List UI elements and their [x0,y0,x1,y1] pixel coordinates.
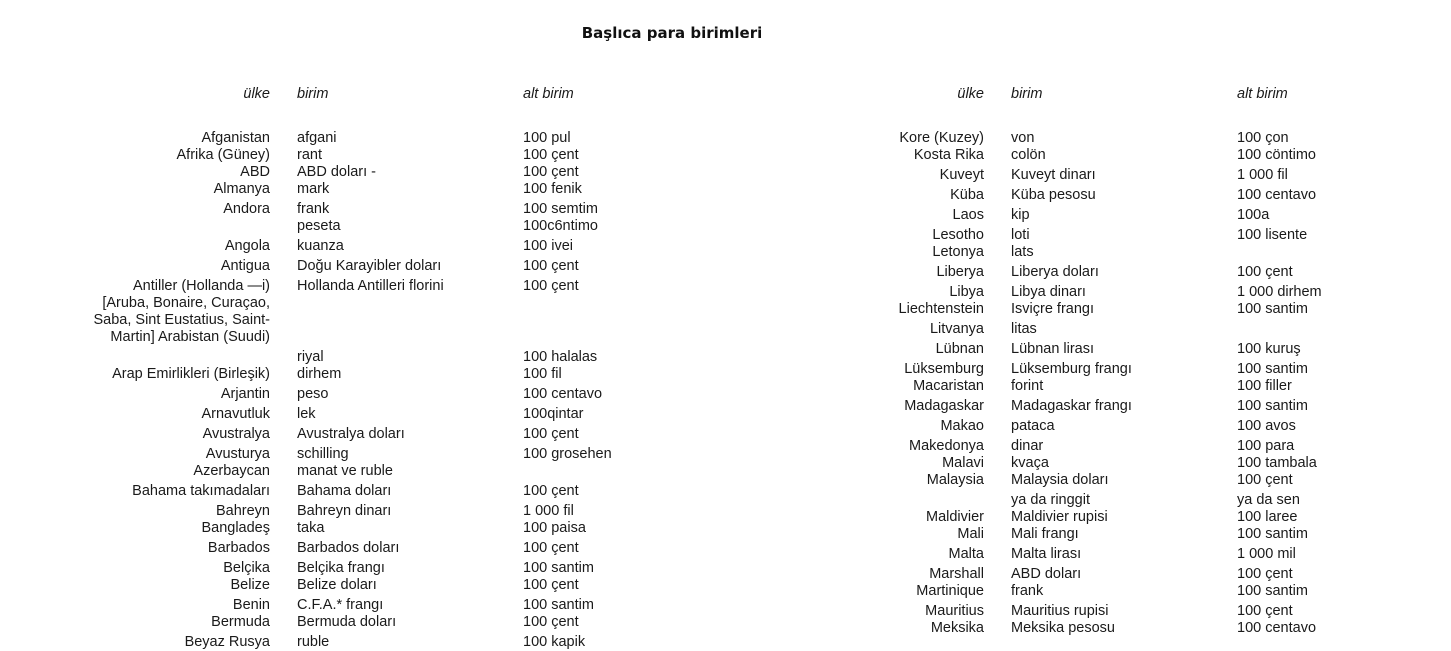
unit-cell: kip [1011,207,1030,223]
unit-cell: dinar [1011,438,1044,454]
table-row [0,483,640,500]
table-row [714,455,1354,472]
table-row [714,418,1354,435]
unit-cell: Belçika frangı [297,560,385,576]
subunit-cell: 100 kapik [523,634,586,650]
unit-cell: Malta lirası [1011,546,1082,562]
column-header-unit: birim [1011,86,1043,102]
subunit-cell: 100 çent [1237,603,1293,619]
subunit-cell: 100 ivei [523,238,573,254]
country-cell: Marshall [929,566,984,582]
subunit-cell: 100 çent [523,577,579,593]
table-row [0,634,640,651]
subunit-cell: 100 semtim [523,201,598,217]
unit-cell: Isviçre frangı [1011,301,1094,317]
table-row [714,321,1354,338]
subunit-cell: 100 halalas [523,349,598,365]
unit-cell: ABD doları - [297,164,376,180]
table-row [0,560,640,577]
subunit-cell: 100 çent [523,540,579,556]
country-cell: Macaristan [913,378,984,394]
unit-cell: C.F.A.* frangı [297,597,384,613]
country-cell: Afganistan [201,130,270,146]
column-header-unit: birim [297,86,329,102]
table-row [714,526,1354,543]
unit-cell: Bahama doları [297,483,392,499]
subunit-cell: 100 fenik [523,181,582,197]
table-row [0,258,640,275]
table-row [714,378,1354,395]
unit-cell: colön [1011,147,1046,163]
table-row [0,201,640,218]
country-cell: Bermuda [211,614,270,630]
table-row [0,577,640,594]
subunit-cell: 100 centavo [1237,620,1317,636]
subunit-cell: 100 çon [1237,130,1289,146]
country-cell: Malaysia [926,472,984,488]
country-cell: Avustralya [202,426,270,442]
country-cell: Belçika [223,560,270,576]
unit-cell: frank [1011,583,1044,599]
table-row [0,164,640,181]
unit-cell: ya da ringgit [1011,492,1090,508]
subunit-cell: 100 fil [523,366,562,382]
table-row [714,438,1354,455]
column-header-country: ülke [243,86,270,102]
country-cell: Letonya [932,244,984,260]
subunit-cell: 100 centavo [523,386,603,402]
subunit-cell: 100 çent [523,278,579,294]
unit-cell: Lübnan lirası [1011,341,1095,357]
table-row [0,597,640,614]
unit-cell: manat ve ruble [297,463,393,479]
country-cell: Avusturya [205,446,270,462]
country-cell: Litvanya [929,321,984,337]
table-row [0,238,640,255]
unit-cell: von [1011,130,1035,146]
table-row [0,218,640,235]
table-row [714,546,1354,563]
country-cell: Arjantin [220,386,270,402]
subunit-cell: 100 santim [1237,301,1308,317]
unit-cell: Küba pesosu [1011,187,1096,203]
subunit-cell: 100 santim [523,597,594,613]
table-row [714,566,1354,583]
subunit-cell: 100 çent [523,164,579,180]
table-header-right [714,86,1354,103]
unit-cell: kvaça [1011,455,1049,471]
page-title: Başlıca para birimleri [581,24,763,42]
country-cell: Arnavutluk [201,406,270,422]
unit-cell: Madagaskar frangı [1011,398,1132,414]
table-row [0,463,640,480]
table-row [0,406,640,423]
subunit-cell: 100 centavo [1237,187,1317,203]
country-cell: Belize [230,577,270,593]
table-row [714,244,1354,261]
country-cell: Makao [940,418,984,434]
subunit-cell: 1 000 dirhem [1237,284,1322,300]
table-row [0,503,640,520]
table-row [0,181,640,198]
country-cell: Madagaskar [904,398,984,414]
unit-cell: peso [297,386,329,402]
country-cell: Kuveyt [939,167,984,183]
country-cell: Meksika [930,620,984,636]
country-cell: Lübnan [935,341,984,357]
unit-cell: kuanza [297,238,344,254]
unit-cell: taka [297,520,325,536]
table-row [0,349,640,366]
table-row [714,620,1354,637]
table-row [0,312,640,329]
subunit-cell: 100 tambala [1237,455,1317,471]
unit-cell: rant [297,147,322,163]
subunit-cell: 100 kuruş [1237,341,1301,357]
country-cell: Makedonya [909,438,984,454]
country-cell: Afrika (Güney) [176,147,270,163]
subunit-cell: 1 000 fil [1237,167,1288,183]
subunit-cell: 100 santim [523,560,594,576]
table-row [0,540,640,557]
column-header-subunit: alt birim [1237,86,1288,102]
country-cell: Bahreyn [215,503,270,519]
table-row [714,284,1354,301]
country-cell: Lüksemburg [904,361,984,377]
table-row [0,329,640,346]
unit-cell: riyal [297,349,324,365]
subunit-cell: 100 para [1237,438,1295,454]
table-row [0,147,640,164]
country-cell: Küba [950,187,984,203]
table-row [0,520,640,537]
country-cell: Bahama takımadaları [132,483,270,499]
table-row [714,472,1354,489]
unit-cell: ruble [297,634,330,650]
table-row [0,278,640,295]
table-row [714,398,1354,415]
country-cell: Saba, Sint Eustatius, Saint- [93,312,270,328]
subunit-cell: 100 avos [1237,418,1296,434]
unit-cell: peseta [297,218,341,234]
table-rows-left [0,130,640,651]
unit-cell: frank [297,201,330,217]
unit-cell: Bahreyn dinarı [297,503,392,519]
unit-cell: Meksika pesosu [1011,620,1115,636]
subunit-cell: 100 çent [1237,264,1293,280]
unit-cell: Avustralya doları [297,426,405,442]
country-cell: Antiller (Hollanda —i) [133,278,270,294]
country-cell: Malta [948,546,984,562]
country-cell: Almanya [213,181,270,197]
subunit-cell: 100 lisente [1237,227,1308,243]
unit-cell: Malaysia doları [1011,472,1109,488]
subunit-cell: 100 santim [1237,398,1308,414]
subunit-cell: 100qintar [523,406,584,422]
table-row [714,361,1354,378]
country-cell: Azerbaycan [193,463,270,479]
unit-cell: lek [297,406,316,422]
country-cell: Laos [952,207,984,223]
country-cell: Andora [223,201,270,217]
table-row [714,492,1354,509]
subunit-cell: 100 çent [523,258,579,274]
unit-cell: mark [297,181,330,197]
country-cell: ABD [240,164,270,180]
table-row [714,227,1354,244]
unit-cell: pataca [1011,418,1055,434]
column-header-subunit: alt birim [523,86,574,102]
unit-cell: schilling [297,446,349,462]
subunit-cell: ya da sen [1237,492,1300,508]
table-row [714,147,1354,164]
table-row [714,130,1354,147]
table-row [714,264,1354,281]
subunit-cell: 100 cöntimo [1237,147,1316,163]
table-row [714,167,1354,184]
unit-cell: Libya dinarı [1011,284,1086,300]
country-cell: Malavi [942,455,984,471]
table-row [0,446,640,463]
table-row [0,386,640,403]
unit-cell: Belize doları [297,577,377,593]
unit-cell: lats [1011,244,1034,260]
country-cell: Maldivier [925,509,984,525]
country-cell: Bangladeş [201,520,270,536]
subunit-cell: 100 çent [523,483,579,499]
subunit-cell: 100 filler [1237,378,1292,394]
subunit-cell: 100 grosehen [523,446,612,462]
country-cell: Antigua [220,258,270,274]
unit-cell: Bermuda doları [297,614,397,630]
subunit-cell: 100 santim [1237,361,1308,377]
country-cell: Liberya [936,264,984,280]
country-cell: [Aruba, Bonaire, Curaçao, [102,295,270,311]
column-header-country: ülke [957,86,984,102]
country-cell: Libya [949,284,984,300]
subunit-cell: 100 çent [523,614,579,630]
subunit-cell: 100 laree [1237,509,1298,525]
subunit-cell: 1 000 mil [1237,546,1296,562]
subunit-cell: 100 çent [1237,566,1293,582]
table-row [0,426,640,443]
table-row [714,301,1354,318]
table-row [714,207,1354,224]
unit-cell: forint [1011,378,1044,394]
country-cell: Kosta Rika [913,147,984,163]
unit-cell: Hollanda Antilleri florini [297,278,444,294]
country-cell: Mali [957,526,984,542]
unit-cell: Barbados doları [297,540,400,556]
country-cell: Mauritius [925,603,984,619]
country-cell: Angola [224,238,270,254]
subunit-cell: 100 pul [523,130,571,146]
unit-cell: loti [1011,227,1030,243]
table-row [714,583,1354,600]
unit-cell: Maldivier rupisi [1011,509,1108,525]
country-cell: Martinique [916,583,984,599]
unit-cell: afgani [297,130,337,146]
table-rows-right [714,130,1354,637]
table-row [0,614,640,631]
table-header-left [0,86,640,103]
unit-cell: Liberya doları [1011,264,1099,280]
subunit-cell: 100 paisa [523,520,586,536]
country-cell: Benin [232,597,270,613]
country-cell: Martin] Arabistan (Suudi) [110,329,270,345]
unit-cell: Lüksemburg frangı [1011,361,1132,377]
unit-cell: dirhem [297,366,342,382]
unit-cell: Mali frangı [1011,526,1079,542]
table-row [714,341,1354,358]
unit-cell: litas [1011,321,1037,337]
unit-cell: ABD doları [1011,566,1082,582]
table-row [0,366,640,383]
subunit-cell: 100c6ntimo [523,218,598,234]
table-row [0,295,640,312]
subunit-cell: 100 çent [1237,472,1293,488]
subunit-cell: 1 000 fil [523,503,574,519]
subunit-cell: 100a [1237,207,1270,223]
subunit-cell: 100 çent [523,147,579,163]
table-row [0,130,640,147]
country-cell: Kore (Kuzey) [899,130,984,146]
unit-cell: Doğu Karayibler doları [297,258,442,274]
subunit-cell: 100 çent [523,426,579,442]
unit-cell: Mauritius rupisi [1011,603,1109,619]
subunit-cell: 100 santim [1237,583,1308,599]
country-cell: Beyaz Rusya [184,634,270,650]
table-row [714,187,1354,204]
country-cell: Liechtenstein [898,301,984,317]
table-row [714,603,1354,620]
table-row [714,509,1354,526]
subunit-cell: 100 santim [1237,526,1308,542]
unit-cell: Kuveyt dinarı [1011,167,1096,183]
country-cell: Barbados [207,540,270,556]
country-cell: Lesotho [932,227,984,243]
country-cell: Arap Emirlikleri (Birleşik) [112,366,270,382]
